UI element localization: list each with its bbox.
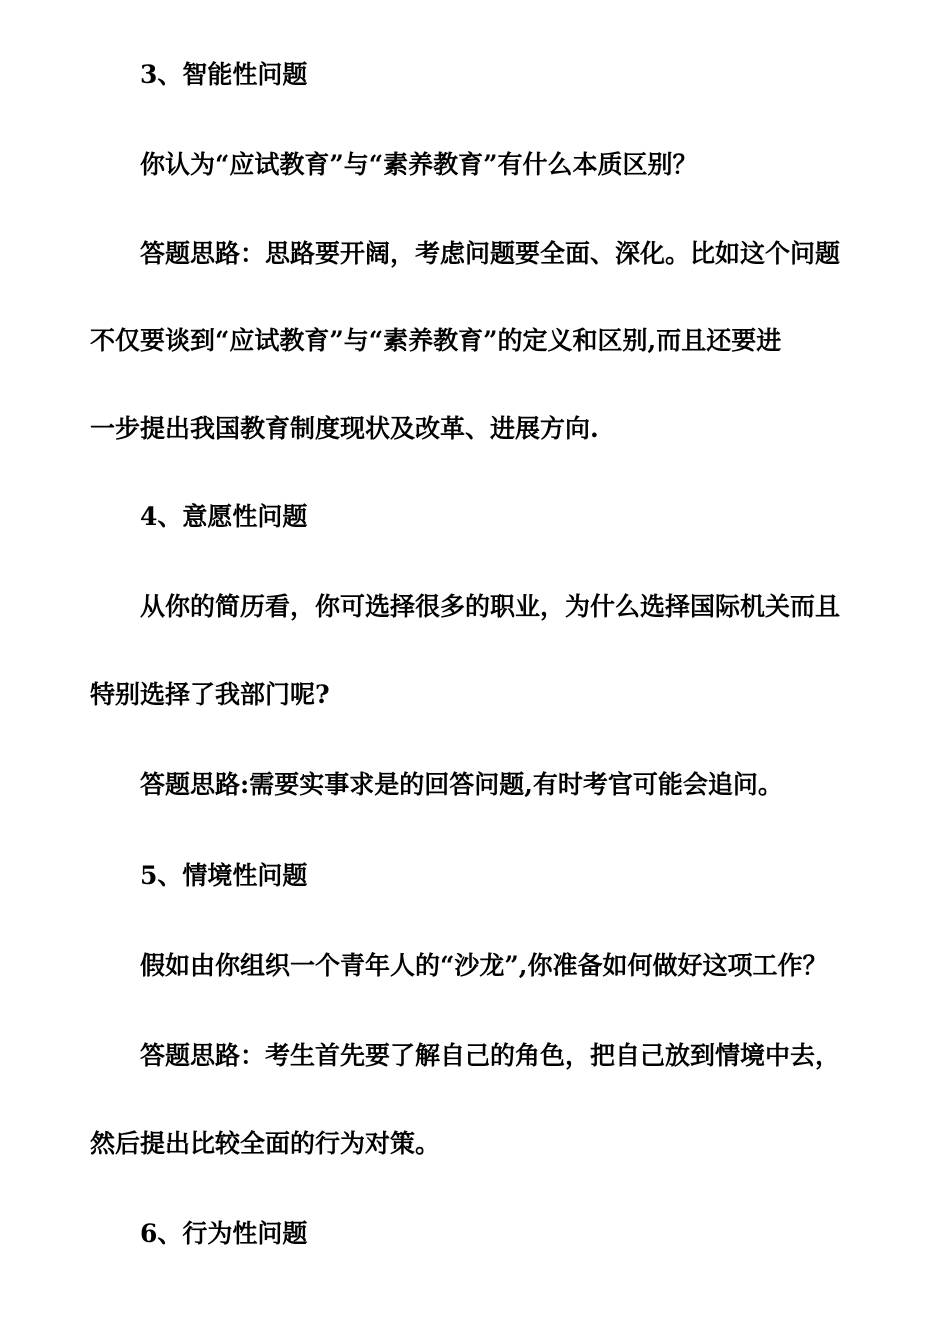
section-5-answer-line-1: 答题思路：考生首先要了解自己的角色，把自己放到情境中去， [140,1041,841,1070]
section-4-question-line-1: 从你的简历看，你可选择很多的职业，为什么选择国际机关而且 [140,592,841,621]
section-3-answer-line-2: 不仅要谈到“应试教育”与“素养教育”的定义和区别,而且还要进 [90,326,782,355]
section-5-answer-line-2: 然后提出比较全面的行为对策。 [90,1129,441,1158]
section-6-heading: 6、行为性问题 [140,1219,308,1248]
section-5-heading: 5、情境性问题 [140,861,308,890]
section-4-heading: 4、意愿性问题 [140,502,308,531]
section-4-question-line-2: 特别选择了我部门呢? [90,680,330,709]
section-3-answer-line-3: 一步提出我国教育制度现状及改革、进展方向. [90,414,599,443]
section-3-answer-line-1: 答题思路：思路要开阔，考虑问题要全面、深化。比如这个问题 [140,239,841,268]
section-4-answer: 答题思路:需要实事求是的回答问题,有时考官可能会追问。 [140,770,783,799]
section-5-question: 假如由你组织一个青年人的“沙龙”,你准备如何做好这项工作？ [140,951,828,980]
section-3-heading: 3、智能性问题 [140,60,308,89]
section-3-question: 你认为“应试教育”与“素养教育”有什么本质区别？ [140,150,698,179]
